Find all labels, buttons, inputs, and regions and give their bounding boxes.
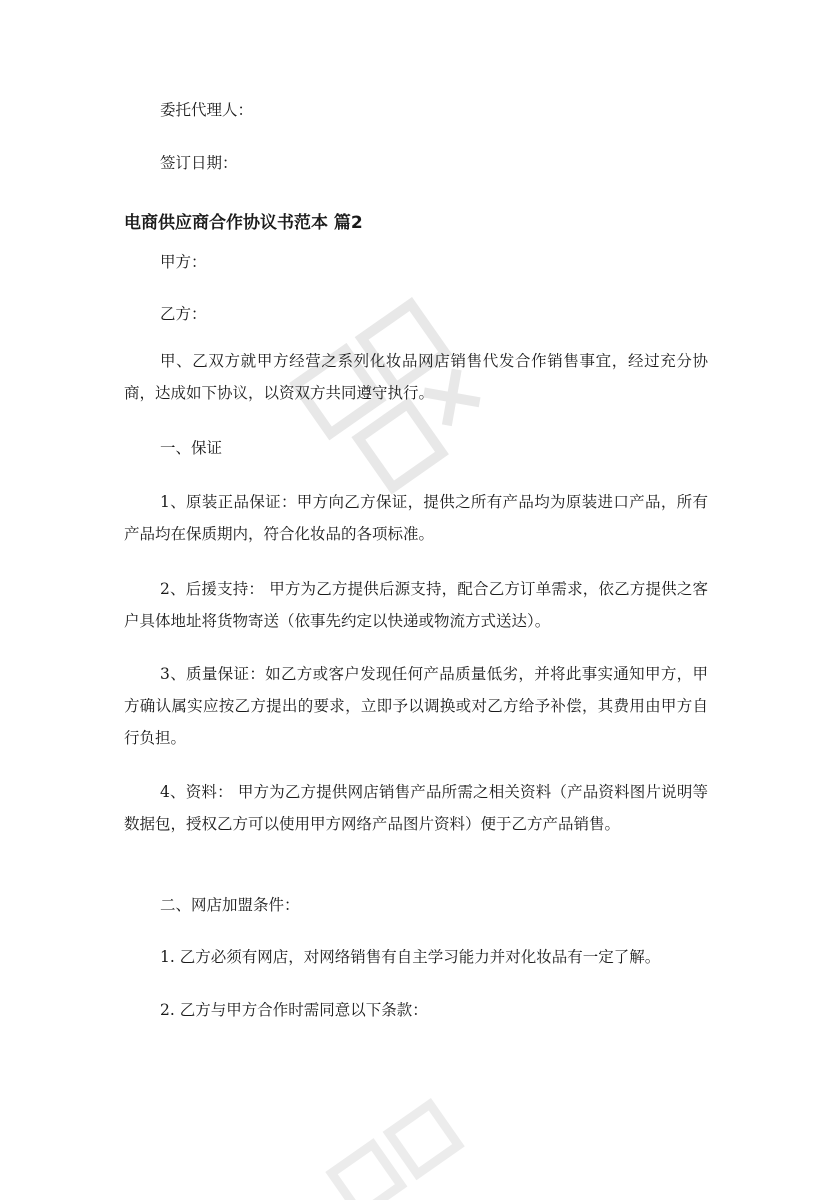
guarantee-item-3: 3、质量保证：如乙方或客户发现任何产品质量低劣，并将此事实通知甲方，甲方确认属实应按乙方提出的要求，立即予以调换或对乙方给予补偿，其费用由甲方自行负担。 <box>124 665 708 747</box>
section-heading: 电商供应商合作协议书范本 篇2 <box>124 213 363 233</box>
section-conditions-title: 二、网店加盟条件： <box>160 896 300 914</box>
agent-label: 委托代理人： <box>160 101 254 119</box>
condition-item-1: 1. 乙方必须有网店，对网络销售有自主学习能力并对化妆品有一定了解。 <box>160 948 661 966</box>
guarantee-item-2: 2、后援支持： 甲方为乙方提供后源支持，配合乙方订单需求，依乙方提供之客户具体地址将货物寄送（依事先约定以快递或物流方式送达）。 <box>124 580 708 630</box>
condition-item-2: 2. 乙方与甲方合作时需同意以下条款： <box>160 1001 428 1019</box>
date-label: 签订日期： <box>160 154 238 172</box>
watermark-logo-icon <box>300 1080 540 1200</box>
party-b-label: 乙方： <box>160 305 207 323</box>
section-guarantee-title: 一、保证 <box>160 439 223 457</box>
intro-paragraph: 甲、乙双方就甲方经营之系列化妆品网店销售代发合作销售事宜，经过充分协商，达成如下协议，以资双方共同遵守执行。 <box>124 352 708 402</box>
guarantee-item-4: 4、资料： 甲方为乙方提供网店销售产品所需之相关资料（产品资料图片说明等数据包，授权乙方可以使用甲方网络产品图片资料）便于乙方产品销售。 <box>124 783 708 833</box>
guarantee-item-1: 1、原装正品保证：甲方向乙方保证，提供之所有产品均为原装进口产品，所有产品均在保质期内，符合化妆品的各项标准。 <box>124 493 708 543</box>
party-a-label: 甲方： <box>160 253 207 271</box>
